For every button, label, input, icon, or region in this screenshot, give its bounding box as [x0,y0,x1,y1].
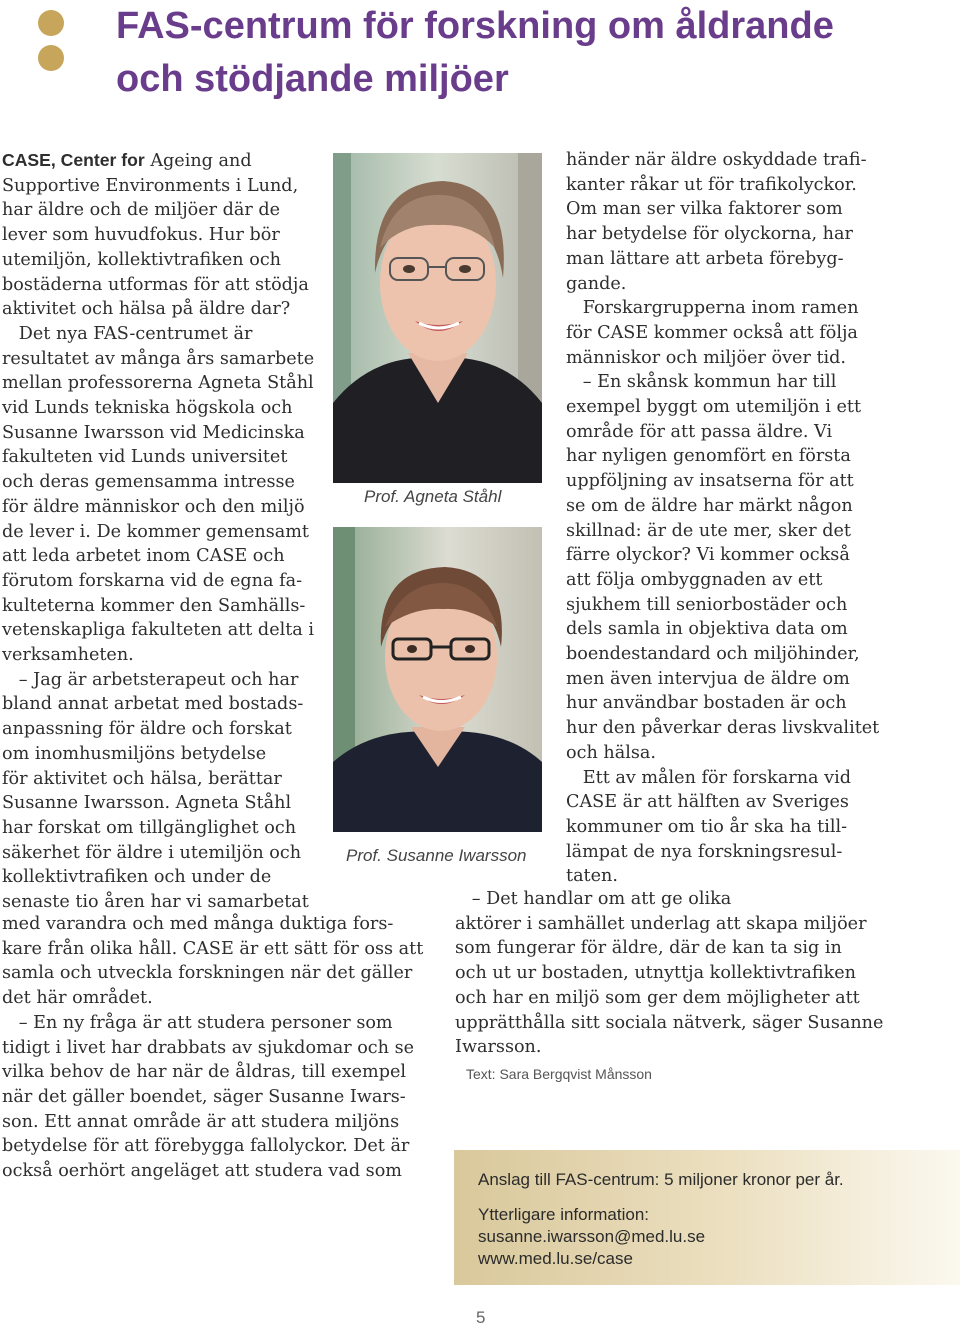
text-line: det här området. [2,988,153,1009]
text-line: för äldre människor och den miljö [2,496,305,517]
text-line: och deras gemensamma intresse [2,472,295,493]
text-line: händer när äldre oskyddade trafi- [566,150,867,170]
article-column-left-wide [2,912,423,1184]
text-line: att leda arbetet inom CASE och [2,546,285,567]
text-line: de lever i. De kommer gemensamt [2,521,309,542]
text-line: Ett av målen för forskarna vid [566,767,851,788]
text-line: anpassning för äldre och forskat [2,719,292,740]
text-line: säkerhet för äldre i utemiljön och [2,842,302,863]
text-line: exempel byggt om utemiljön i ett [566,397,862,418]
text-line: område för att passa äldre. Vi [566,421,833,442]
text-line: kollektivtrafiken och under de [2,867,272,888]
article-column-right-wide [455,887,883,1060]
text-line: Det nya FAS-centrumet är [2,323,253,344]
text-line: om inomhusmiljöns betydelse [2,743,267,764]
text-line: – Jag är arbetsterapeut och har [2,669,299,690]
text-line: upprätthålla sitt sociala nätverk, säger Susanne [455,1012,884,1033]
text-line: uppföljning av insatserna för att [566,471,854,492]
text-line: CASE är att hälften av Sveriges [566,792,849,813]
text-line: när det gäller boendet, säger Susanne Iwars- [2,1086,406,1107]
text-line: Susanne Iwarsson. Agneta Ståhl [2,793,292,814]
lead-line [2,148,314,174]
fact-more-info-label: Ytterligare information: [478,1205,650,1224]
text-line: – En skånsk kommun har till [566,372,837,393]
text-line: Susanne Iwarsson vid Medicinska [2,422,305,443]
portrait-image-1 [333,153,542,483]
text-line: tidigt i livet har drabbats av sjukdomar och se [2,1037,415,1058]
text-line: kommuner om tio år ska ha till- [566,816,848,837]
text-line: samla och utveckla forskningen när det gäller [2,963,413,984]
text-line: taten. [566,866,618,887]
text-line: Om man ser vilka faktorer som [566,199,843,220]
text-line: kulteterna kommer den Samhälls- [2,595,306,616]
photo-susanne-iwarsson [333,527,542,832]
text-line: – Det handlar om att ge olika [455,889,732,909]
text-line: lämpat de nya forskningsresul- [566,841,843,862]
text-line: mellan professorerna Agneta Ståhl [2,373,314,394]
text-line: och har en miljö som ger dem möjligheter att [455,987,860,1008]
fact-funding: Anslag till FAS-centrum: 5 miljoner kronor per år. [478,1170,844,1189]
text-line: för aktivitet och hälsa, berättar [2,768,282,789]
text-line: vetenskapliga fakulteten att delta i [2,620,315,641]
caption-agneta-stahl: Prof. Agneta Ståhl [364,487,502,506]
text-line: – En ny fråga är att studera personer som [2,1012,393,1033]
text-line: och ut ur bostaden, utnyttja kollektivtrafiken [455,963,857,984]
text-line: har nyligen genomfört en första [566,446,851,467]
title-line-2: och stödjande miljöer [116,58,509,100]
text-line: betydelse för att förebygga fallolyckor. Det är [2,1136,410,1157]
text-line: se om de äldre har märkt någon [566,495,853,516]
lead-bold: CASE, Center for [2,150,145,170]
text-line: människor och miljöer över tid. [566,347,847,368]
page-number: 5 [476,1308,486,1327]
text-line: aktivitet och hälsa på äldre dar? [2,299,291,320]
text-line: har forskat om tillgänglighet och [2,817,297,838]
text-line: boendestandard och miljöhinder, [566,644,860,665]
text-line: skillnad: är de ute mer, sker det [566,520,851,541]
byline: Text: Sara Bergqvist Månsson [466,1066,652,1082]
decorative-dot-bottom [38,45,64,71]
text-line: att följa ombyggnaden av ett [566,569,823,590]
text-line: lever som huvudfokus. Hur bör [2,225,280,246]
text-line: har äldre och de miljöer där de [2,200,281,221]
text-line: Supportive Environments i Lund, [2,175,299,196]
text-line: Forskargrupperna inom ramen [566,298,859,319]
caption-susanne-iwarsson: Prof. Susanne Iwarsson [346,846,527,865]
text-line: Iwarsson. [455,1037,542,1058]
text-line: bland annat arbetat med bostads- [2,694,304,715]
fact-email-link[interactable]: susanne.iwarsson@med.lu.se [478,1227,706,1246]
text-line: fakulteten vid Lunds universitet [2,447,288,468]
text-line: son. Ett annat område är att studera miljöns [2,1111,400,1132]
lead-rest: Ageing and [144,151,252,171]
article-column-right [566,148,879,889]
text-line: och hälsa. [566,742,656,763]
text-line: vilka behov de har när de åldras, till exempel [2,1062,407,1083]
text-line: med varandra och med många duktiga fors- [2,914,394,934]
text-line: kanter råkar ut för trafikolyckor. [566,174,857,195]
text-line: sjukhem till seniorbostäder och [566,594,848,615]
text-line: bostäderna utformas för att stödja [2,274,309,295]
text-line: förutom forskarna vid de egna fa- [2,570,303,591]
text-line: som fungerar för äldre, där de kan ta sig in [455,938,842,959]
text-line: senaste tio åren har vi samarbetat [2,892,309,913]
text-line: kare från olika håll. CASE är ett sätt för oss att [2,938,424,959]
page-title [116,0,936,106]
fact-web-link[interactable]: www.med.lu.se/case [478,1249,633,1268]
text-line: gande. [566,273,627,294]
text-line: hur användbar bostaden är och [566,693,847,714]
text-line: färre olyckor? Vi kommer också [566,545,850,566]
text-line: hur den påverkar deras livskvalitet [566,718,880,739]
photo-agneta-stahl [333,153,542,483]
text-line: utemiljön, kollektivtrafiken och [2,249,282,270]
text-line: aktörer i samhället underlag att skapa miljöer [455,913,867,934]
portrait-image-2 [333,527,542,832]
text-line: också oerhört angeläget att studera vad som [2,1161,402,1182]
text-line: för CASE kommer också att följa [566,322,858,343]
text-line: har betydelse för olyckorna, har [566,224,853,245]
article-column-left [2,148,314,915]
text-line: vid Lunds tekniska högskola och [2,398,293,419]
text-line: dels samla in objektiva data om [566,619,848,640]
text-line: men även intervjua de äldre om [566,668,850,689]
title-line-1: FAS-centrum för forskning om åldrande [116,5,834,47]
text-line: man lättare att arbeta förebyg- [566,248,844,269]
text-line: resultatet av många års samarbete [2,348,315,369]
fact-box [454,1150,960,1285]
text-line: verksamheten. [2,645,134,666]
decorative-dot-top [38,10,64,36]
